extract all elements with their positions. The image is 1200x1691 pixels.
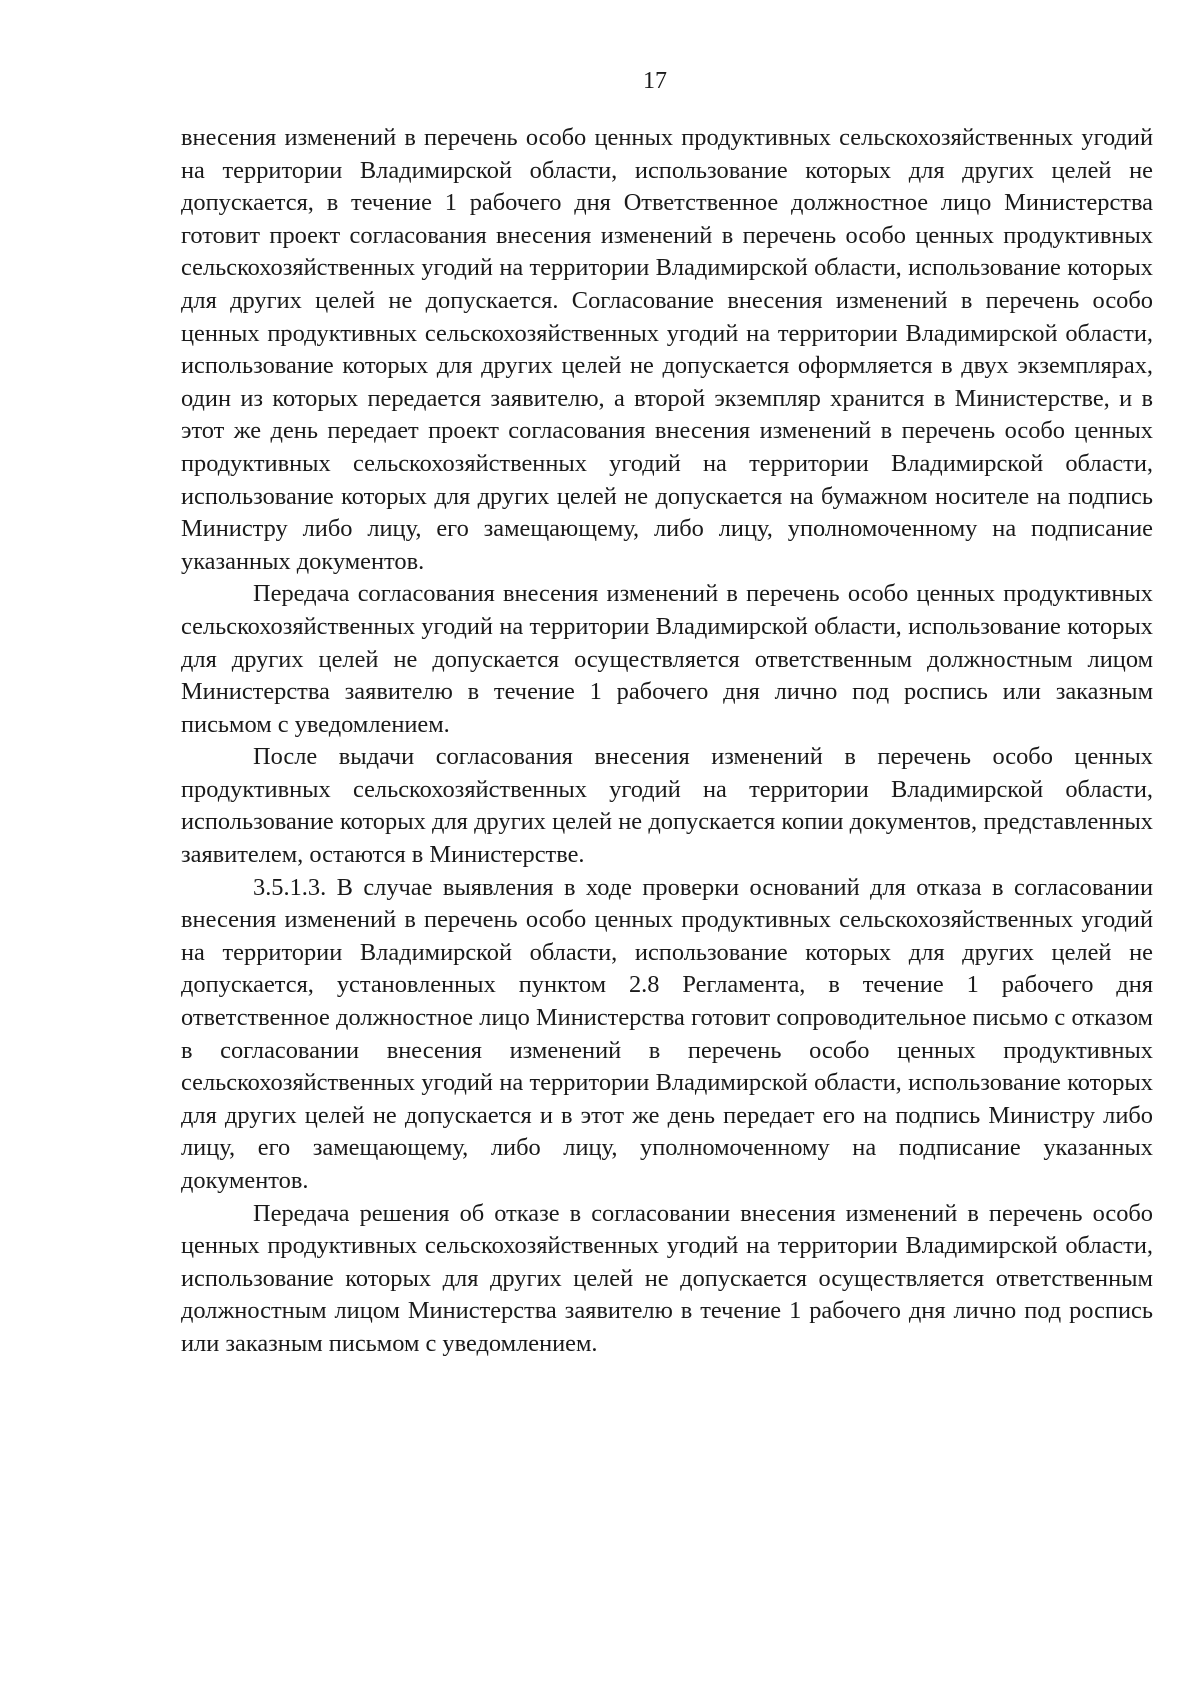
paragraph-3-5-1-3: 3.5.1.3. В случае выявления в ходе проверки оснований для отказа в согласовании внесения изменений в перечень особо ценных продуктивных сельскохозяйственных угодий на территории Владимирской области, использование которых для других целей не допускается, установленных пунктом 2.8 Регламента, в течение 1 рабочего дня ответственное должностное лицо Министерства готовит сопроводительное письмо с отказом в согласовании внесения изменений в перечень особо ценных продуктивных сельскохозяйственных угодий на территории Владимирской области, использование которых для других целей не допускается и в этот же день передает его на подпись Министру либо лицу, его замещающему, либо лицу, уполномоченному на подписание указанных документов. [181, 873, 1153, 1194]
paragraph-continuation: внесения изменений в перечень особо ценных продуктивных сельскохозяйственных угодий на территории Владимирской области, использование которых для других целей не допускается, в течение 1 рабочего дня Ответственное должностное лицо Министерства готовит проект согласования внесения изменений в перечень особо ценных продуктивных сельскохозяйственных угодий на территории Владимирской области, использование которых для других целей не допускается. Согласование внесения изменений в перечень особо ценных продуктивных сельскохозяйственных угодий на территории Владимирской области, использование которых для других целей не допускается оформляется в двух экземплярах, один из которых передается заявителю, а второй экземпляр хранится в Министерстве, и в этот же день передает проект согласования внесения изменений в перечень особо ценных продуктивных сельскохозяйственных угодий на территории Владимирской области, использование которых для других целей не допускается на бумажном носителе на подпись Министру либо лицу, его замещающему, либо лицу, уполномоченному на подписание указанных документов. [181, 124, 1153, 575]
page-number: 17 [643, 68, 667, 94]
paragraph-after-issuance: После выдачи согласования внесения изменений в перечень особо ценных продуктивных сельскохозяйственных угодий на территории Владимирской области, использование которых для других целей не допускается копии документов, представленных заявителем, остаются в Министерстве. [181, 743, 1153, 869]
document-body [181, 122, 1153, 1361]
paragraph-transfer-approval: Передача согласования внесения изменений в перечень особо ценных продуктивных сельскохозяйственных угодий на территории Владимирской области, использование которых для других целей не допускается осуществляется ответственным должностным лицом Министерства заявителю в течение 1 рабочего дня лично под роспись или заказным письмом с уведомлением. [181, 580, 1153, 738]
paragraph-transfer-refusal: Передача решения об отказе в согласовании внесения изменений в перечень особо ценных продуктивных сельскохозяйственных угодий на территории Владимирской области, использование которых для других целей не допускается осуществляется ответственным должностным лицом Министерства заявителю в течение 1 рабочего дня лично под роспись или заказным письмом с уведомлением. [181, 1199, 1153, 1357]
